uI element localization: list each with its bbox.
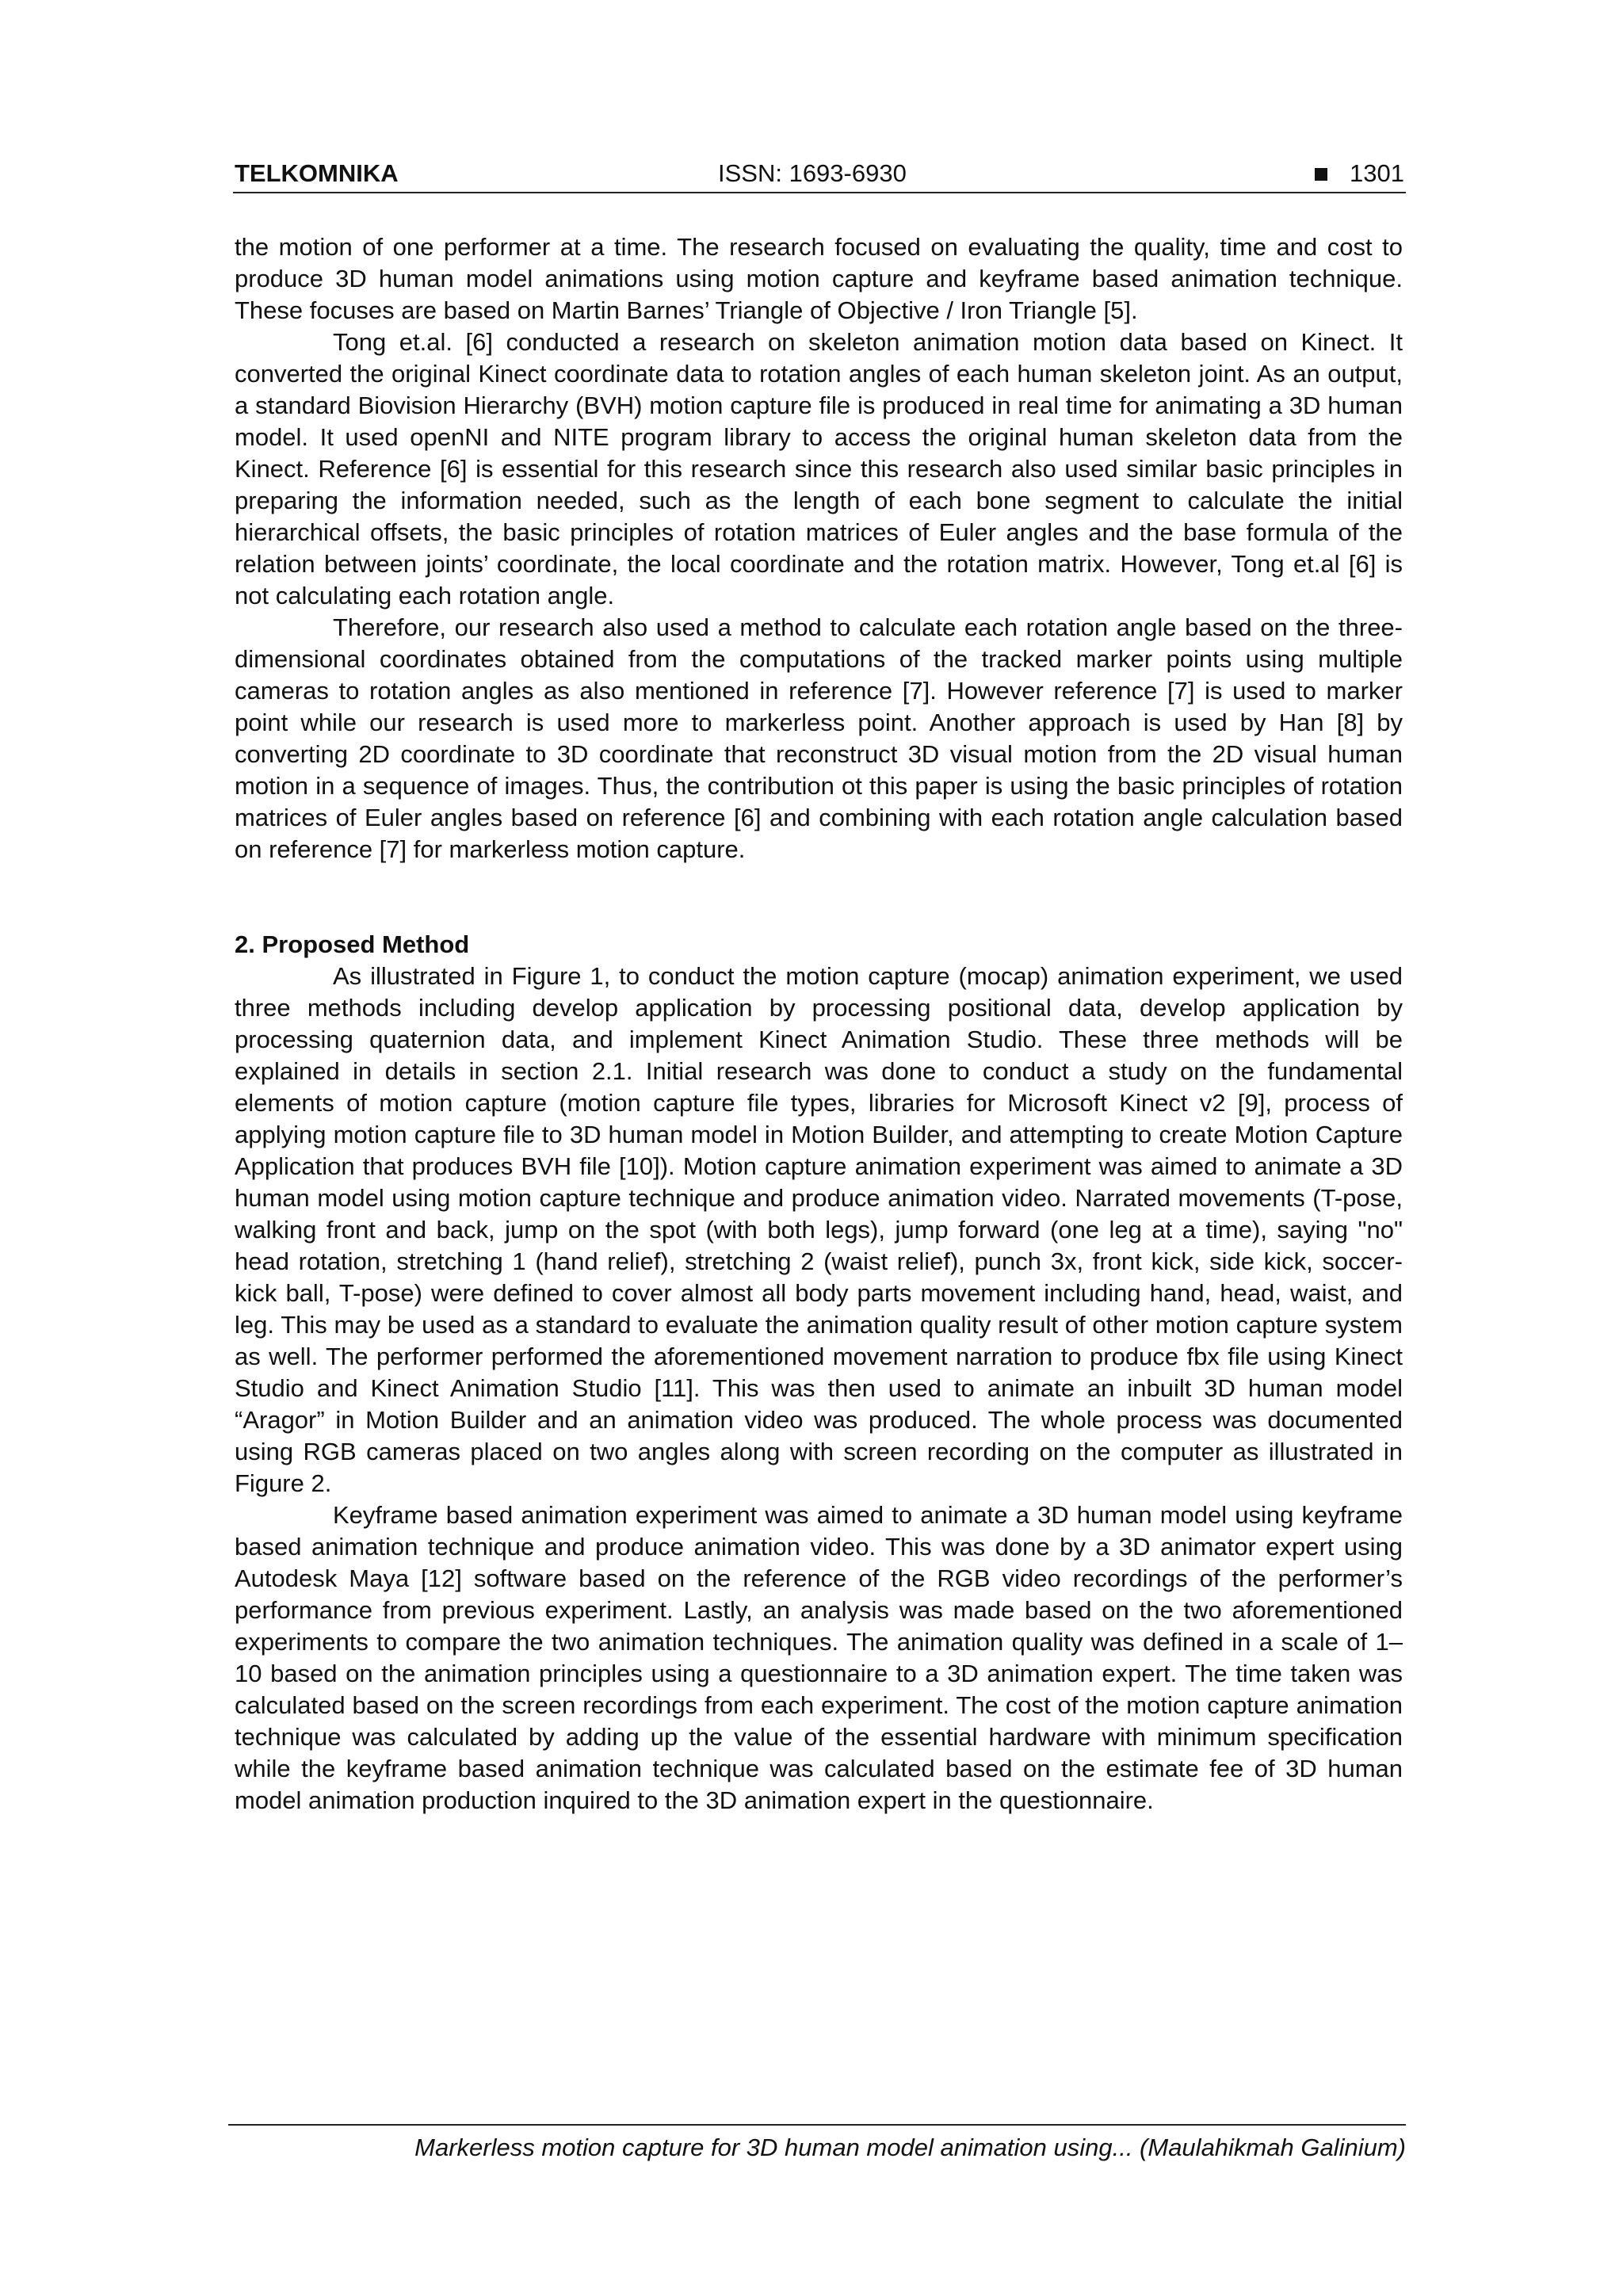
paragraph-keyframe: Keyframe based animation experiment was aimed to animate a 3D human model using keyframe based animation technique and produce animation video. This was done by a 3D animator expert using Autodesk Maya [12] software based on the reference of the RGB video recordings of the performer’s performance from previous experiment. Lastly, an analysis was made based on the two aforementioned experiments to compare the two animation techniques. The animation quality was defined in a scale of 1–10 based on the animation principles using a questionnaire to a 3D animation expert. The time taken was calculated based on the screen recordings from each experiment. The cost of the motion capture animation technique was calculated by adding up the value of the essential hardware with minimum specification while the keyframe based animation technique was calculated based on the estimate fee of 3D human model animation production inquired to the 3D animation expert in the questionnaire. — [235, 1501, 1403, 1814]
page-number-block — [1315, 155, 1404, 192]
journal-name: TELKOMNIKA — [235, 159, 399, 187]
paragraph-therefore: Therefore, our research also used a method to calculate each rotation angle based on the three-dimensional coordinates obtained from the computations of the tracked marker points using multiple cameras to rotation angles as also mentioned in reference [7]. However reference [7] is used to marker point while our research is used more to markerless point. Another approach is used by Han [8] by converting 2D coordinate to 3D coordinate that reconstruct 3D visual motion from the 2D visual human motion in a sequence of images. Thus, the contribution ot this paper is using the basic principles of rotation matrices of Euler angles based on reference [6] and combining with each rotation angle calculation based on reference [7] for markerless motion capture. — [235, 613, 1403, 863]
running-footer: Markerless motion capture for 3D human model animation using... (Maulahikmah Galinium) — [228, 2124, 1406, 2164]
square-bullet-icon — [1315, 168, 1327, 181]
body-text — [235, 231, 1403, 1817]
issn: ISSN: 1693-6930 — [718, 159, 907, 187]
paragraph-tong: Tong et.al. [6] conducted a research on skeleton animation motion data based on Kinect. It converted the original Kinect coordinate data to rotation angles of each human skeleton joint. As an output, a standard Biovision Hierarchy (BVH) motion capture file is produced in real time for animating a 3D human model. It used openNI and NITE program library to access the original human skeleton data from the Kinect. Reference [6] is essential for this research since this research also used similar basic principles in preparing the information needed, such as the length of each bone segment to calculate the initial hierarchical offsets, the basic principles of rotation matrices of Euler angles and the base formula of the relation between joints’ coordinate, the local coordinate and the rotation matrix. However, Tong et.al [6] is not calculating each rotation angle. — [235, 328, 1403, 609]
paragraph-continuation: the motion of one performer at a time. The research focused on evaluating the quality, time and cost to produce 3D human model animations using motion capture and keyframe based animation technique. These focuses are based on Martin Barnes’ Triangle of Objective / Iron Triangle [5]. — [235, 233, 1403, 324]
paragraph-method: As illustrated in Figure 1, to conduct the motion capture (mocap) animation experiment, we used three methods including develop application by processing positional data, develop application by processing quaternion data, and implement Kinect Animation Studio. These three methods will be explained in details in section 2.1. Initial research was done to conduct a study on the fundamental elements of motion capture (motion capture file types, libraries for Microsoft Kinect v2 [9], process of applying motion capture file to 3D human model in Motion Builder, and attempting to create Motion Capture Application that produces BVH file [10]). Motion capture animation experiment was aimed to animate a 3D human model using motion capture technique and produce animation video. Narrated movements (T-pose, walking front and back, jump on the spot (with both legs), jump forward (one leg at a time), saying "no" head rotation, stretching 1 (hand relief), stretching 2 (waist relief), punch 3x, front kick, side kick, soccer-kick ball, T-pose) were defined to cover almost all body parts movement including hand, head, waist, and leg. This may be used as a standard to evaluate the animation quality result of other motion capture system as well. The performer performed the aforementioned movement narration to produce fbx file using Kinect Studio and Kinect Animation Studio [11]. This was then used to animate an inbuilt 3D human model “Aragor” in Motion Builder and an animation video was produced. The whole process was documented using RGB cameras placed on two angles along with screen recording on the computer as illustrated in Figure 2. — [235, 962, 1403, 1497]
running-header — [233, 155, 1406, 193]
page-number: 1301 — [1350, 159, 1404, 187]
section-heading: 2. Proposed Method — [235, 930, 470, 958]
